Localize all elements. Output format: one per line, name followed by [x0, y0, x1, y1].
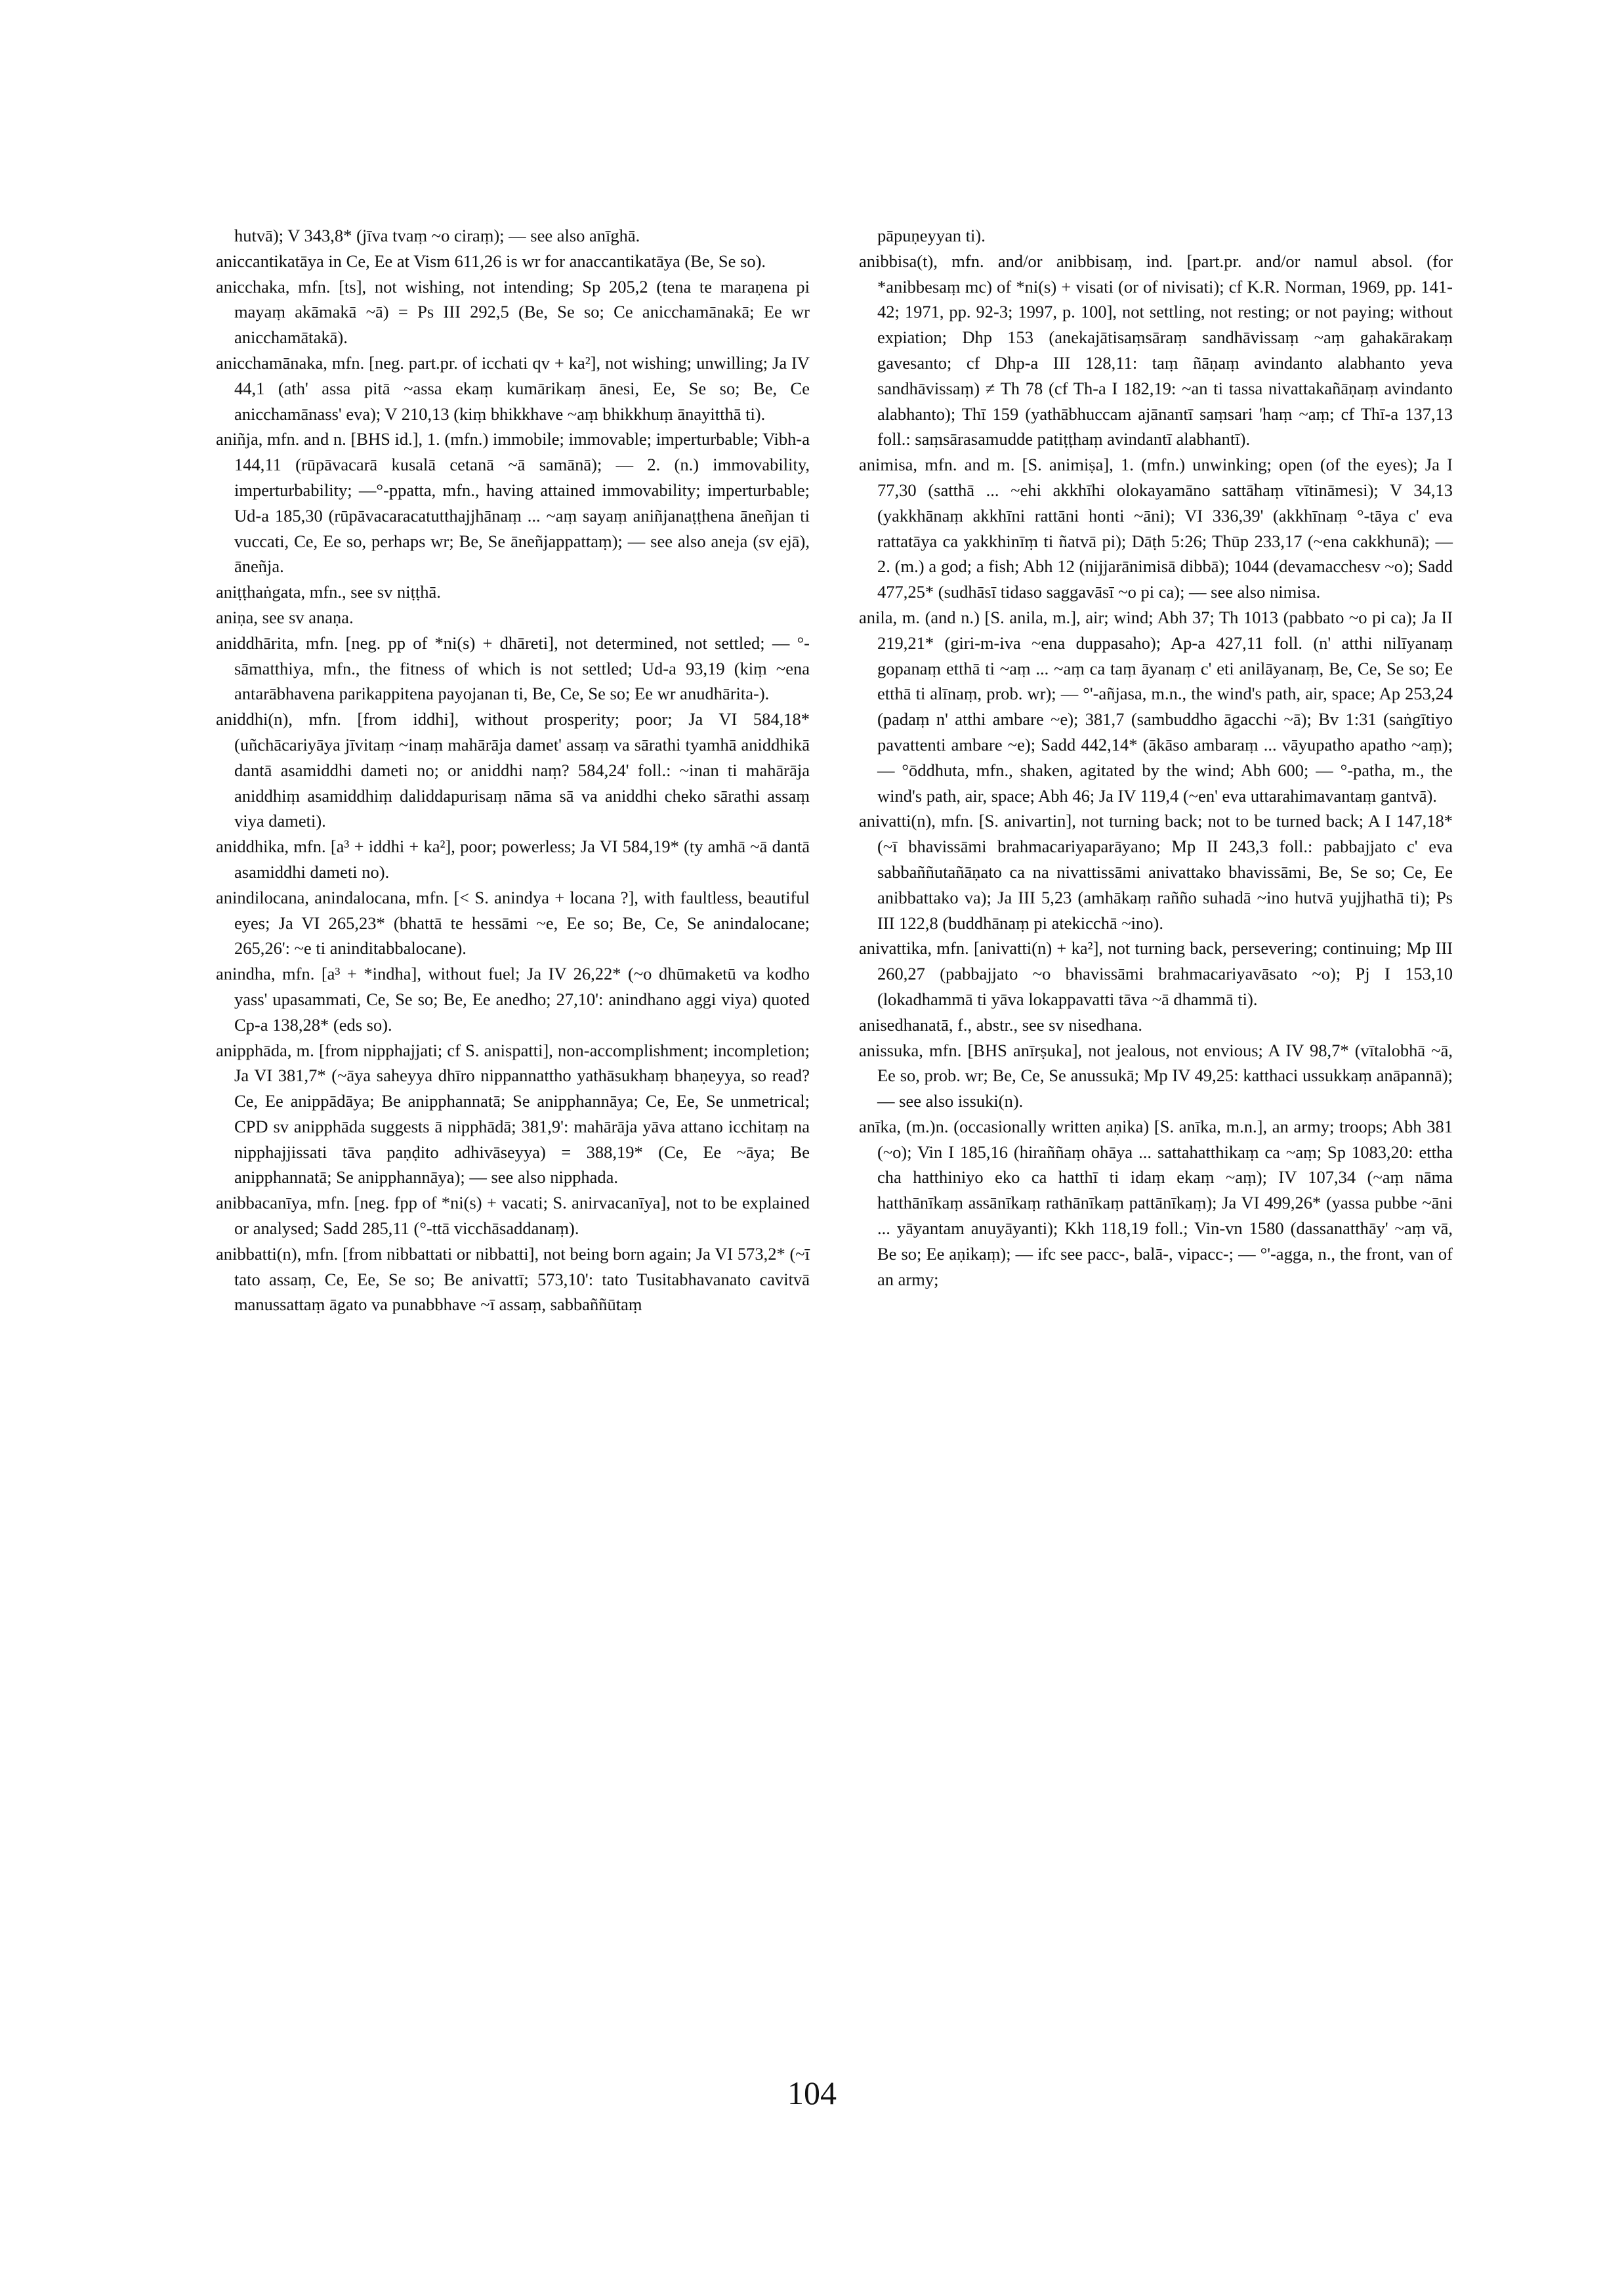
- left-column-entry: aniddhi(n), mfn. [from iddhi], without prosperity; poor; Ja VI 584,18* (uñchācariyāya jīvitaṃ ~inaṃ mahārāja damet' assaṃ va sārathi tyamhā aniddhikā dantā asamiddhi dameti no; or aniddhi naṃ? 584,24' foll.: ~inan ti mahārāja aniddhiṃ asamiddhiṃ daliddapurisaṃ nāma sā va aniddhi cheko sārathi assaṃ viya dameti).: [216, 709, 810, 831]
- left-column-entry: anibbacanīya, mfn. [neg. fpp of *ni(s) + vacati; S. anirvacanīya], not to be explained or analysed; Sadd 285,11 (°-ttā vicchāsaddanaṃ).: [216, 1193, 810, 1239]
- right-column-continuation: pāpuṇeyyan ti).: [877, 226, 986, 245]
- right-column-entry: anibbisa(t), mfn. and/or anibbisaṃ, ind. [part.pr. and/or namul absol. (for *anibbesaṃ mc) of *ni(s) + visati (or of nivisati); cf K.R. Norman, 1969, pp. 141-42; 1971, pp. 92-3; 1997, p. 100], not settling, not resting; or not paying; without expiation; Dhp 153 (anekajātisaṃsāraṃ sandhāvissaṃ ~aṃ gahakārakaṃ gavesanto; cf Dhp-a III 128,11: taṃ ñāṇaṃ avindanto alabhanto yeva sandhāvissaṃ) ≠ Th 78 (cf Th-a I 182,19: ~an ti tassa nivattakañāṇaṃ avindanto alabhanto); Thī 159 (yathābhuccam ajānantī saṃsari 'haṃ ~aṃ; cf Thī-a 137,13 foll.: saṃsārasamudde patiṭṭhaṃ avindantī alabhantī).: [859, 251, 1453, 449]
- left-column-entry: aniñja, mfn. and n. [BHS id.], 1. (mfn.) immobile; immovable; imperturbable; Vibh-a 144,11 (rūpāvacarā kusalā cetanā ~ā samānā); — 2. (n.) immovability, imperturbability; —°-ppatta, mfn., having attained immovability; imperturbable; Ud-a 185,30 (rūpāvacaracatutthajjhānaṃ ... ~aṃ sayaṃ aniñjanaṭṭhena āneñjan ti vuccati, Ce, Ee so, perhaps wr; Be, Se āneñjappattaṃ); — see also aneja (sv ejā), āneñja.: [216, 429, 810, 577]
- right-column-entry: animisa, mfn. and m. [S. animiṣa], 1. (mfn.) unwinking; open (of the eyes); Ja I 77,30 (satthā ... ~ehi akkhīhi olokayamāno sattāhaṃ vītināmesi); V 34,13 (yakkhānaṃ akkhīni rattāni honti ~āni); VI 336,39' (akkhīnaṃ °-tāya c' eva rattatāya ca yakkhinīṃ ti ñatvā pi); Dāṭh 5:26; Thūp 233,17 (~ena cakkhunā); — 2. (m.) a god; a fish; Abh 12 (nijjarānimisā dibbā); 1044 (devamacchesv ~o); Sadd 477,25* (sudhāsī tidaso saggavāsī ~o pi ca); — see also nimisa.: [859, 455, 1453, 602]
- right-column-entry: anivatti(n), mfn. [S. anivartin], not turning back; not to be turned back; A I 147,18* (~ī bhavissāmi brahmacariyaparāyano; Mp II 243,3 foll.: pabbajjato c' eva sabbaññutañāṇato ca na nivattissāmi anivattako bhavissāmi, Be, Se so; Ce, Ee anibbattako va); Ja III 5,23 (amhākaṃ rañño suhadā ~ino hutvā yujjhathā ti); Ps III 122,8 (buddhānaṃ pi atekicchā ~ino).: [859, 811, 1453, 933]
- left-column-entry: anipphāda, m. [from nipphajjati; cf S. anispatti], non-accomplishment; incompletion; Ja VI 381,7* (~āya saheyya dhīro nippannattho yathāsukhaṃ bhaṇeyya, so read? Ce, Ee anippādāya; Be anipphannatā; Se anipphannāya; Ce, Ee, Se unmetrical; CPD sv anipphāda suggests ā nipphādā; 381,9': mahārāja yāva attano icchitaṃ na nipphajjissati tāva paṇḍito adhivāseyya) = 388,19* (Ce, Ee ~āya; Be anipphannatā; Se anipphannāya); — see also nipphada.: [216, 1040, 810, 1188]
- left-column-entry: anicchaka, mfn. [ts], not wishing, not intending; Sp 205,2 (tena te maraṇena pi mayaṃ akāmakā ~ā) = Ps III 292,5 (Be, Se so; Ce anicchamānakā; Ee wr anicchamātakā).: [216, 276, 810, 348]
- right-column-entry: anissuka, mfn. [BHS anīrṣuka], not jealous, not envious; A IV 98,7* (vītalobhā ~ā, Ee so, prob. wr; Be, Ce, Se anussukā; Mp IV 49,25: katthaci ussukkaṃ anāpannā); — see also issuki(n).: [859, 1040, 1453, 1111]
- left-column-entry: anindha, mfn. [a³ + *indha], without fuel; Ja IV 26,22* (~o dhūmaketū va kodho yass' upasammati, Ce, Se so; Be, Ee anedho; 27,10': anindhano aggi viya) quoted Cp-a 138,28* (eds so).: [216, 964, 810, 1035]
- left-column-entry: aniddhika, mfn. [a³ + iddhi + ka²], poor; powerless; Ja VI 584,19* (ty amhā ~ā dantā asamiddhi dameti no).: [216, 837, 810, 882]
- right-column: [859, 223, 1453, 1292]
- right-column-entry: anivattika, mfn. [anivatti(n) + ka²], not turning back, persevering; continuing; Mp III 260,27 (pabbajjato ~o bhavissāmi brahmacariyavāsato ~o); Pj I 153,10 (lokadhammā ti yāva lokappavatti tāva ~ā dhammā ti).: [859, 938, 1453, 1009]
- left-column-continuation: hutvā); V 343,8* (jīva tvaṃ ~o ciraṃ); — see also anīghā.: [234, 226, 640, 245]
- left-column: [216, 223, 810, 1317]
- left-column-entry: anindilocana, anindalocana, mfn. [< S. anindya + locana ?], with faultless, beautiful eyes; Ja VI 265,23* (bhattā te hessāmi ~e, Ee so; Be, Ce, Se anindalocane; 265,26': ~e ti aninditabbalocane).: [216, 887, 810, 959]
- left-column-entry: anibbatti(n), mfn. [from nibbattati or nibbatti], not being born again; Ja VI 573,2* (~ī tato assaṃ, Ce, Ee, Se so; Be anivattī; 573,10': tato Tusitabhavanato cavitvā manussattaṃ āgato va punabbhave ~ī assaṃ, sabbaññūtaṃ: [216, 1243, 810, 1315]
- left-column-entry: aniṭṭhaṅgata, mfn., see sv niṭṭhā.: [216, 582, 441, 602]
- right-column-entry: anila, m. (and n.) [S. anila, m.], air; wind; Abh 37; Th 1013 (pabbato ~o pi ca); Ja II 219,21* (giri-m-iva ~ena duppasaho); Ap-a 427,11 foll. (n' atthi nilīyanaṃ gopanaṃ etthā ti ~aṃ ... ~aṃ ca taṃ āyanaṃ c' eti anilāyanaṃ, Be, Ce, Se so; Ee etthā ti alīnaṃ, prob. wr); — °'-añjasa, m.n., the wind's path, air, space; Ap 253,24 (padaṃ n' atthi ambare ~e); 381,7 (sambuddho āgacchi ~ā); Bv 1:31 (saṅgītiyo pavattenti ambare ~e); Sadd 442,14* (ākāso ambaraṃ ... vāyupatho apatho ~aṃ); — °ōddhuta, mfn., shaken, agitated by the wind; Abh 600; — °-patha, m., the wind's path, air, space; Abh 46; Ja IV 119,4 (~en' eva uttarahimavantaṃ gantvā).: [859, 607, 1453, 806]
- right-column-entry: anisedhanatā, f., abstr., see sv nisedhana.: [859, 1014, 1142, 1035]
- page-number: 104: [787, 2075, 837, 2111]
- left-column-entry: aniṇa, see sv anaṇa.: [216, 607, 354, 627]
- left-column-entry: anicchamānaka, mfn. [neg. part.pr. of icchati qv + ka²], not wishing; unwilling; Ja IV 44,1 (ath' assa pitā ~assa ekaṃ kumārikaṃ ānesi, Ee, Se so; Be, Ce anicchamānass' eva); V 210,13 (kiṃ bhikkhave ~aṃ bhikkhuṃ ānayitthā ti).: [216, 352, 810, 424]
- left-column-entry: aniccantikatāya in Ce, Ee at Vism 611,26 is wr for anaccantikatāya (Be, Se so).: [216, 251, 766, 271]
- right-column-entry: anīka, (m.)n. (occasionally written aṇika) [S. anīka, m.n.], an army; troops; Abh 381 (~o); Vin I 185,16 (hiraññaṃ ohāya ... sattahatthikaṃ ca ~aṃ; Sp 1083,20: ettha cha hatthiniyo eko ca hatthī ti idaṃ ekaṃ ~aṃ); IV 107,34 (~aṃ nāma hatthānīkaṃ assānīkaṃ rathānīkaṃ pattānīkaṃ); Ja VI 499,26* (yassa pubbe ~āni ... yāyantam anuyāyanti); Kkh 118,19 foll.; Vin-vn 1580 (dassanatthāy' ~aṃ vā, Be so; Ee aṇikaṃ); — ifc see pacc-, balā-, vipacc-; — °'-agga, n., the front, van of an army;: [859, 1116, 1453, 1289]
- left-column-entry: aniddhārita, mfn. [neg. pp of *ni(s) + dhāreti], not determined, not settled; — °-sāmatthiya, mfn., the fitness of which is not settled; Ud-a 93,19 (kiṃ ~ena antarābhavena parikappitena payojanan ti, Be, Ce, Se so; Ee wr anudhārita-).: [216, 632, 810, 704]
